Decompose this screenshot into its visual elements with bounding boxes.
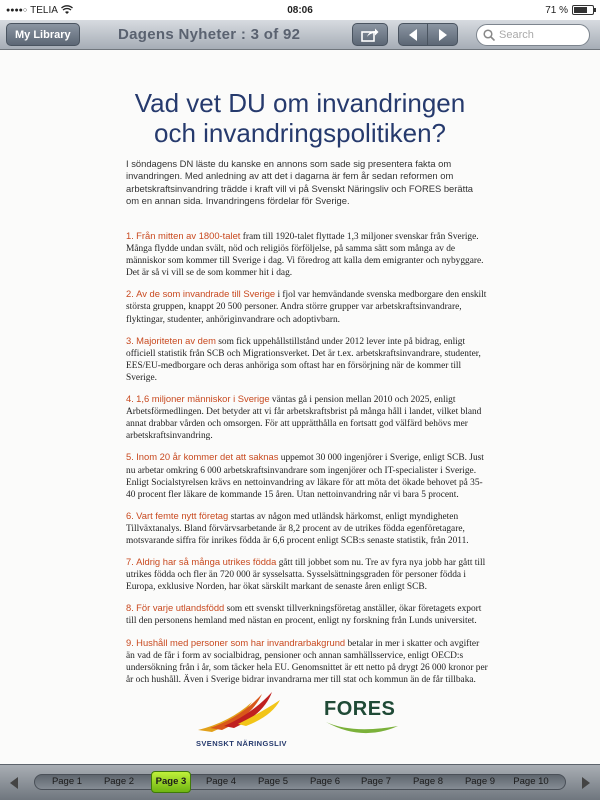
fores-logo xyxy=(322,698,402,742)
carrier-indicator xyxy=(6,5,73,16)
carrier-name: TELIA xyxy=(30,4,58,16)
svenskt-naringsliv-logo xyxy=(190,690,310,748)
page-navigator xyxy=(0,764,600,800)
page-tab[interactable]: Page 2 xyxy=(103,776,135,787)
page-tab[interactable]: Page 7 xyxy=(360,776,392,787)
item-number: 6. xyxy=(126,509,134,521)
page-tab[interactable]: Page 3 xyxy=(151,771,191,793)
list-item xyxy=(126,637,488,686)
item-text: i fjol var hemvändande svenska medborgare den enskilt största gruppen, knappt 20 500 personer. Andra större grupper var arbetskraftsinvandrare, flyktingar, studenter, anhöriginvandrare och adoptivbarn. xyxy=(126,290,487,325)
arrow-left-icon xyxy=(408,29,418,41)
item-text: som fick uppehållstillstånd under 2012 lever inte på bidrag, enligt officiell statistik från SCB och Migrationsverket. Det är t.ex. arbetskraftsinvandrare, studenter, EES/EU-medborgare och deras anhöriga som oftast har en försörjning när de kommer till Sverige. xyxy=(126,336,481,383)
share-icon xyxy=(361,28,379,42)
battery-percent: 71 % xyxy=(545,4,568,16)
list-item xyxy=(126,335,488,384)
item-text: betalar in mer i skatter och avgifter än vad de får i form av socialbidrag, pensioner och annan samhällsservice, enligt OECD:s undersökning från i år, som täcker hela EU. Genomsnittet är ett netto på drygt 26 000 kronor per år och hushåll. Även i Sverige bidrar invandrarna mer till stat och kommun än de får tillbaka. xyxy=(126,638,488,685)
item-text: startas av någon med utländsk härkomst, enligt myndigheten Tillväxtanalys. Bland förvärvsarbetande är 8,2 procent av de utrikes födda egenföretagare, motsvarande siffra för inrikes födda är 6,6 procent enligt SCB:s senaste statistik, från 2011. xyxy=(126,511,469,546)
publication-title: Dagens Nyheter : 3 of 92 xyxy=(118,26,301,43)
wifi-icon xyxy=(61,5,73,15)
list-item xyxy=(126,510,488,547)
status-bar xyxy=(0,0,600,20)
item-number: 4. xyxy=(126,393,134,405)
search-input[interactable] xyxy=(499,29,579,41)
my-library-button[interactable]: My Library xyxy=(6,23,80,46)
item-highlight: Vart femte nytt företag xyxy=(136,509,229,521)
facts-list xyxy=(126,230,488,695)
item-highlight: För varje utlandsfödd xyxy=(136,602,225,614)
item-highlight: Inom 20 år kommer det att saknas xyxy=(136,451,279,463)
item-number: 9. xyxy=(126,636,134,648)
item-highlight: Aldrig har så många utrikes födda xyxy=(136,556,277,568)
item-highlight: Hushåll med personer som har invandrarbakgrund xyxy=(136,636,346,648)
headline-line-2: och invandringspolitiken? xyxy=(154,118,446,148)
page-tab[interactable]: Page 6 xyxy=(309,776,341,787)
page-tab[interactable]: Page 10 xyxy=(513,776,549,787)
intro-paragraph: I söndagens DN läste du kanske en annons som sade sig presentera fakta om invandringen. Med anledning av att det i dagarna är fem år sedan reformen om arbetskraftsinvandring trädde i kraft vill vi på Svenskt Näringsliv och FORES berätta om en annan sida. Invandringens fördelar för Sverige. xyxy=(126,158,474,206)
search-box[interactable] xyxy=(476,24,590,46)
battery-indicator xyxy=(545,5,594,16)
battery-icon xyxy=(572,5,594,15)
logo-right-text: FORES xyxy=(324,698,396,720)
list-item xyxy=(126,230,488,279)
scroll-right-arrow-icon[interactable] xyxy=(582,777,590,789)
page-tab[interactable]: Page 4 xyxy=(205,776,237,787)
page-title xyxy=(100,88,500,148)
item-text: gått till jobbet som nu. Tre av fyra nya jobb har gått till utrikes födda och fler än 720 000 är sysselsatta. Sysselsättningsgraden för personer födda i Europa, exklusive Norden, har ökat särskilt markant de senaste åren enligt SCB. xyxy=(126,558,486,593)
item-number: 8. xyxy=(126,602,134,614)
page-tab[interactable]: Page 8 xyxy=(412,776,444,787)
page-tab[interactable]: Page 5 xyxy=(257,776,289,787)
previous-page-button[interactable] xyxy=(398,23,428,46)
list-item xyxy=(126,602,488,627)
list-item xyxy=(126,556,488,593)
sponsor-logos xyxy=(190,690,420,750)
item-number: 5. xyxy=(126,451,134,463)
item-highlight: Majoriteten av dem xyxy=(136,334,216,346)
headline-line-1: Vad vet DU om invandringen xyxy=(134,88,466,118)
fores-swoosh-icon xyxy=(322,720,402,742)
item-text: väntas gå i pension mellan 2010 och 2025, enligt Arbetsförmedlingen. Det betyder att vi får arbetskraftsbrist på många håll i landet, vilket bland annat drabbar vården och omsorgen. För att upprätthålla en fortsatt god välfärd behövs mer arbetskraftsinvandring. xyxy=(126,395,482,442)
scroll-left-arrow-icon[interactable] xyxy=(10,777,18,789)
item-highlight: 1,6 miljoner människor i Sverige xyxy=(136,393,270,405)
item-number: 2. xyxy=(126,288,134,300)
item-number: 7. xyxy=(126,556,134,568)
signal-icon: ●●●●○ xyxy=(6,6,28,14)
page-tab[interactable]: Page 9 xyxy=(464,776,496,787)
item-highlight: Från mitten av 1800-talet xyxy=(136,230,241,241)
list-item xyxy=(126,451,488,500)
list-item xyxy=(126,393,488,442)
next-page-button[interactable] xyxy=(428,23,458,46)
item-text: som ett svenskt tillverkningsföretag anställer, ökar företagets export till den personens hemland med nästan en procent, enligt ny forskning från Lunds universitet. xyxy=(126,604,482,627)
page-tab[interactable]: Page 1 xyxy=(51,776,83,787)
clock: 08:06 xyxy=(287,4,313,16)
item-text: fram till 1920-talet flyttade 1,3 miljoner svenskar från Sverige. Många flydde undan svält, nöd och religiös förföljelse, på samma sätt som många av de människor som kommer till Sverige i dag. Vi föredrog att kalla dem emigranter och nybyggare. Det är så vi vill se de som kommer hit i dag. xyxy=(126,232,484,279)
battery-fill xyxy=(574,7,587,13)
item-text: uppemot 30 000 ingenjörer i Sverige, enligt SCB. Just nu arbetar omkring 6 000 arbetskraftsinvandrare som ingenjörer och IT-specialister i Sverige. Enligt Socialstyrelsen krävs en nettoinvandring av läkare för att möta det ökade behovet på 35-40 procent fler läkare de kommande 15 åren. Utan nettoinvandring når vi bara 5 procent. xyxy=(126,453,484,500)
newspaper-page[interactable] xyxy=(0,50,600,764)
item-number: 1. xyxy=(126,230,134,241)
logo-left-text: SVENSKT NÄRINGSLIV xyxy=(196,739,287,748)
wings-icon xyxy=(190,690,300,736)
reader-toolbar xyxy=(0,20,600,50)
item-highlight: Av de som invandrade till Sverige xyxy=(136,288,276,300)
list-item xyxy=(126,288,488,325)
share-button[interactable] xyxy=(352,23,388,46)
item-number: 3. xyxy=(126,334,134,346)
search-icon xyxy=(483,29,495,41)
arrow-right-icon xyxy=(438,29,448,41)
